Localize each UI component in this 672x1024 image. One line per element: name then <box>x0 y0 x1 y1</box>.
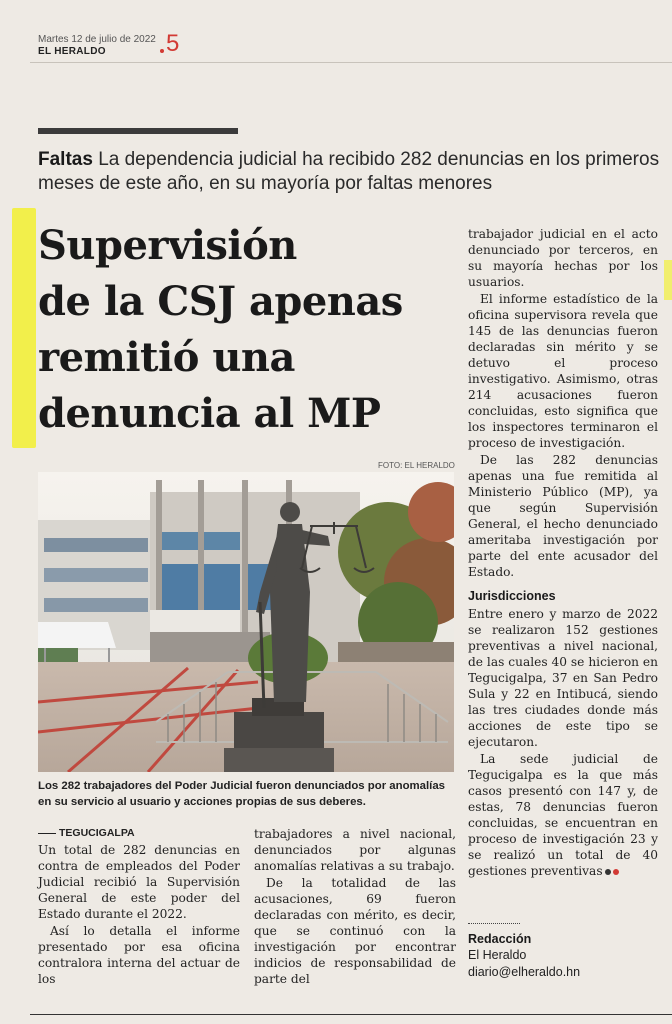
photo-credit: FOTO: EL HERALDO <box>378 461 455 470</box>
highlighter-mark <box>12 208 36 448</box>
page-number: 5 <box>166 30 180 57</box>
article-column-2 <box>254 826 456 988</box>
header-divider <box>30 62 672 63</box>
subhead-jurisdicciones: Jurisdicciones <box>468 589 556 603</box>
byline-label: Redacción <box>468 932 532 946</box>
headline-line-3: remitió una <box>38 334 295 381</box>
byline-email: diario@elheraldo.hn <box>468 965 581 979</box>
dateline-rule <box>38 833 56 834</box>
article-final-text: La sede judicial de Tegucigalpa es la que más casos presentó con 147 y, de estas, 78 denuncias fueron concluidas, se encuentran en proceso de investigación 23 y se realizó un total de 40 gestiones preventivas <box>468 752 658 878</box>
article-paragraph <box>468 751 658 879</box>
article-paragraph: De la totalidad de las acusaciones, 69 fueron declaradas con mérito, es decir, que se continuó con la investigación por encontrar indicios de responsabilidad de parte del <box>254 876 456 986</box>
article-paragraph: Entre enero y marzo de 2022 se realizaron 152 gestiones preventivas a nivel nacional, de las cuales 40 se hicieron en Tegucigalpa, 37 en San Pedro Sula y 22 en Intibucá, siendo las tres ciudades donde más acciones de este tipo se ejecutaron. <box>468 607 658 749</box>
kicker-text: La dependencia judicial ha recibido 282 denuncias en los primeros meses de este año, en su mayoría por faltas menores <box>38 149 660 194</box>
photo-caption: Los 282 trabajadores del Poder Judicial fueron denunciados por anomalías en su servicio al usuario y acciones propias de sus deberes. <box>38 780 446 808</box>
article-paragraph: trabajador judicial en el acto denunciado por terceros, en su mayoría hechas por los usuarios. <box>468 227 658 289</box>
section-rule <box>38 128 238 134</box>
photo-illustration <box>38 472 454 772</box>
article-column-3 <box>468 226 658 880</box>
highlighter-mark-edge <box>664 260 672 300</box>
kicker <box>38 148 668 196</box>
footer-rule <box>30 1014 672 1015</box>
headline-line-1: Supervisión <box>38 222 297 269</box>
newspaper-name: EL HERALDO <box>38 46 106 57</box>
article-paragraph: De las 282 denuncias apenas una fue remitida al Ministerio Público (MP), ya que según Supervisión General, el hecho denunciado ameritaba investigación por parte del ente acusador del Estado. <box>468 453 658 579</box>
byline-separator <box>468 923 520 924</box>
headline-line-4: denuncia al MP <box>38 390 381 437</box>
byline-name: El Heraldo <box>468 948 527 962</box>
dateline <box>38 827 135 839</box>
article-paragraph: trabajadores a nivel nacional, denunciados por algunas anomalías relativas a su trabajo. <box>254 827 456 873</box>
article-paragraph: Un total de 282 denuncias en contra de empleados del Poder Judicial recibió la Supervisión General de este poder del Estado durante el 2022. <box>38 843 240 921</box>
article-paragraph: Así lo detalla el informe presentado por esa oficina contralora interna del actuar de los <box>38 924 240 986</box>
article-paragraph: El informe estadístico de la oficina supervisora revela que 145 de las denuncias fueron declaradas sin mérito y se detuvo el proceso investigativo. Asimismo, otras 214 acusaciones fueron concluidas, esto significa que los inspectores terminaron el proceso de investigación. <box>468 292 658 450</box>
headline-line-2: de la CSJ apenas <box>38 278 403 325</box>
article-column-1 <box>38 842 240 988</box>
end-mark-icon <box>605 869 611 875</box>
page-dot-icon <box>160 49 164 53</box>
photo-justice-statue <box>38 472 454 772</box>
dateline-city: TEGUCIGALPA <box>59 827 135 839</box>
kicker-label: Faltas <box>38 149 93 170</box>
issue-date: Martes 12 de julio de 2022 <box>38 34 156 45</box>
headline <box>38 218 458 442</box>
end-mark-red-icon <box>613 869 619 875</box>
